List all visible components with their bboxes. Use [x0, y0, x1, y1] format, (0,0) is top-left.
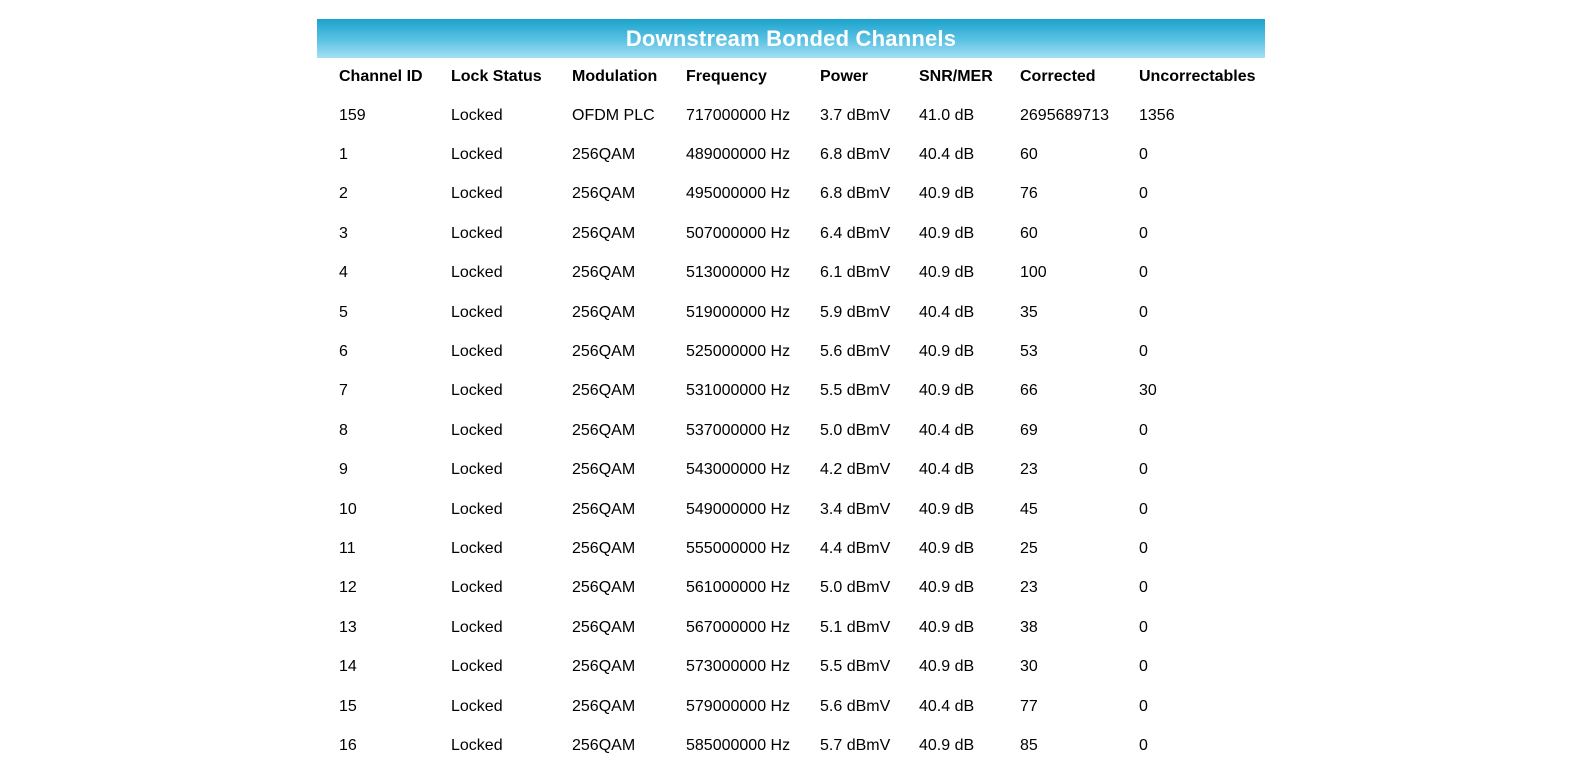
cell-snr-mer: 40.9 dB	[919, 185, 975, 203]
table-row	[317, 372, 1265, 411]
cell-frequency: 531000000 Hz	[686, 382, 791, 400]
cell-channel-id: 12	[339, 579, 357, 597]
table-row	[317, 490, 1265, 529]
cell-frequency: 555000000 Hz	[686, 539, 791, 557]
table-row	[317, 96, 1265, 135]
cell-modulation: 256QAM	[572, 303, 636, 321]
cell-lock-status: Locked	[451, 579, 503, 597]
cell-snr-mer: 40.9 dB	[919, 224, 975, 242]
cell-lock-status: Locked	[451, 461, 503, 479]
cell-frequency: 507000000 Hz	[686, 224, 791, 242]
table-row	[317, 569, 1265, 608]
cell-corrected: 53	[1020, 343, 1038, 361]
cell-frequency: 567000000 Hz	[686, 618, 791, 636]
cell-power: 5.7 dBmV	[820, 736, 891, 754]
cell-modulation: OFDM PLC	[572, 106, 655, 124]
cell-uncorrectables: 0	[1139, 264, 1148, 282]
cell-modulation: 256QAM	[572, 224, 636, 242]
cell-uncorrectables: 0	[1139, 500, 1148, 518]
cell-lock-status: Locked	[451, 303, 503, 321]
table-row	[317, 726, 1265, 765]
table-title-bar	[317, 19, 1265, 58]
table-body	[317, 96, 1265, 766]
cell-modulation: 256QAM	[572, 185, 636, 203]
cell-snr-mer: 40.4 dB	[919, 697, 975, 715]
cell-power: 5.6 dBmV	[820, 697, 891, 715]
table-row	[317, 254, 1265, 293]
cell-uncorrectables: 0	[1139, 736, 1148, 754]
cell-frequency: 585000000 Hz	[686, 736, 791, 754]
cell-lock-status: Locked	[451, 343, 503, 361]
cell-lock-status: Locked	[451, 106, 503, 124]
cell-channel-id: 7	[339, 382, 348, 400]
cell-modulation: 256QAM	[572, 421, 636, 439]
cell-corrected: 60	[1020, 146, 1038, 164]
cell-lock-status: Locked	[451, 264, 503, 282]
cell-power: 4.4 dBmV	[820, 539, 891, 557]
column-header-frequency: Frequency	[686, 68, 767, 85]
cell-corrected: 85	[1020, 736, 1038, 754]
cell-corrected: 35	[1020, 303, 1038, 321]
cell-uncorrectables: 0	[1139, 579, 1148, 597]
cell-corrected: 23	[1020, 579, 1038, 597]
cell-lock-status: Locked	[451, 658, 503, 676]
cell-uncorrectables: 0	[1139, 421, 1148, 439]
cell-power: 3.7 dBmV	[820, 106, 891, 124]
cell-channel-id: 1	[339, 146, 348, 164]
cell-snr-mer: 40.9 dB	[919, 264, 975, 282]
header-row	[317, 58, 1265, 96]
cell-modulation: 256QAM	[572, 146, 636, 164]
column-header-modulation: Modulation	[572, 68, 658, 85]
table-row	[317, 411, 1265, 450]
cell-lock-status: Locked	[451, 382, 503, 400]
cell-channel-id: 3	[339, 224, 348, 242]
cell-corrected: 69	[1020, 421, 1038, 439]
cell-channel-id: 16	[339, 736, 357, 754]
cell-modulation: 256QAM	[572, 579, 636, 597]
cell-uncorrectables: 0	[1139, 539, 1148, 557]
cell-uncorrectables: 0	[1139, 303, 1148, 321]
table-row	[317, 293, 1265, 332]
cell-lock-status: Locked	[451, 185, 503, 203]
cell-frequency: 519000000 Hz	[686, 303, 791, 321]
table-row	[317, 647, 1265, 686]
cell-modulation: 256QAM	[572, 343, 636, 361]
cell-channel-id: 159	[339, 106, 366, 124]
cell-frequency: 573000000 Hz	[686, 658, 791, 676]
table-row	[317, 451, 1265, 490]
cell-snr-mer: 40.4 dB	[919, 461, 975, 479]
cell-modulation: 256QAM	[572, 500, 636, 518]
cell-frequency: 495000000 Hz	[686, 185, 791, 203]
cell-corrected: 45	[1020, 500, 1038, 518]
cell-snr-mer: 40.4 dB	[919, 421, 975, 439]
cell-uncorrectables: 0	[1139, 658, 1148, 676]
cell-modulation: 256QAM	[572, 461, 636, 479]
cell-channel-id: 2	[339, 185, 348, 203]
cell-frequency: 537000000 Hz	[686, 421, 791, 439]
cell-power: 5.5 dBmV	[820, 382, 891, 400]
cell-power: 6.4 dBmV	[820, 224, 891, 242]
cell-channel-id: 15	[339, 697, 357, 715]
cell-uncorrectables: 0	[1139, 146, 1148, 164]
cell-channel-id: 14	[339, 658, 357, 676]
cell-corrected: 25	[1020, 539, 1038, 557]
cell-frequency: 579000000 Hz	[686, 697, 791, 715]
downstream-channels-panel	[317, 19, 1265, 766]
cell-channel-id: 11	[339, 539, 356, 557]
cell-frequency: 717000000 Hz	[686, 106, 791, 124]
cell-uncorrectables: 0	[1139, 185, 1148, 203]
cell-lock-status: Locked	[451, 697, 503, 715]
cell-modulation: 256QAM	[572, 264, 636, 282]
column-header-channel-id: Channel ID	[339, 68, 423, 85]
cell-lock-status: Locked	[451, 146, 503, 164]
cell-channel-id: 10	[339, 500, 357, 518]
cell-channel-id: 4	[339, 264, 348, 282]
column-header-corrected: Corrected	[1020, 68, 1096, 85]
cell-lock-status: Locked	[451, 500, 503, 518]
cell-modulation: 256QAM	[572, 658, 636, 676]
cell-power: 5.5 dBmV	[820, 658, 891, 676]
cell-modulation: 256QAM	[572, 539, 636, 557]
table-row	[317, 608, 1265, 647]
cell-uncorrectables: 30	[1139, 382, 1157, 400]
cell-snr-mer: 40.9 dB	[919, 579, 975, 597]
cell-snr-mer: 40.9 dB	[919, 736, 975, 754]
cell-uncorrectables: 0	[1139, 224, 1148, 242]
cell-corrected: 77	[1020, 697, 1038, 715]
table-row	[317, 687, 1265, 726]
cell-corrected: 23	[1020, 461, 1038, 479]
column-header-lock-status: Lock Status	[451, 68, 542, 85]
column-header-power: Power	[820, 68, 869, 85]
table-title: Downstream Bonded Channels	[625, 25, 957, 51]
cell-modulation: 256QAM	[572, 618, 636, 636]
cell-lock-status: Locked	[451, 618, 503, 636]
cell-corrected: 100	[1020, 264, 1047, 282]
cell-uncorrectables: 0	[1139, 461, 1148, 479]
cell-snr-mer: 40.9 dB	[919, 500, 975, 518]
table-row	[317, 529, 1265, 568]
cell-snr-mer: 40.9 dB	[919, 343, 975, 361]
cell-modulation: 256QAM	[572, 697, 636, 715]
cell-power: 6.1 dBmV	[820, 264, 891, 282]
cell-channel-id: 8	[339, 421, 348, 439]
cell-power: 3.4 dBmV	[820, 500, 891, 518]
table-row	[317, 135, 1265, 174]
cell-channel-id: 9	[339, 461, 348, 479]
cell-frequency: 489000000 Hz	[686, 146, 791, 164]
cell-snr-mer: 40.9 dB	[919, 618, 975, 636]
cell-corrected: 60	[1020, 224, 1038, 242]
column-header-uncorrectables: Uncorrectables	[1139, 68, 1256, 85]
cell-corrected: 38	[1020, 618, 1038, 636]
cell-snr-mer: 40.9 dB	[919, 382, 975, 400]
cell-frequency: 549000000 Hz	[686, 500, 791, 518]
downstream-channels-table	[317, 58, 1265, 766]
cell-corrected: 2695689713	[1020, 106, 1109, 124]
table-row	[317, 332, 1265, 371]
cell-lock-status: Locked	[451, 421, 503, 439]
cell-channel-id: 5	[339, 303, 348, 321]
cell-snr-mer: 41.0 dB	[919, 106, 975, 124]
cell-power: 5.1 dBmV	[820, 618, 891, 636]
cell-frequency: 543000000 Hz	[686, 461, 791, 479]
cell-frequency: 525000000 Hz	[686, 343, 791, 361]
cell-snr-mer: 40.9 dB	[919, 658, 975, 676]
cell-corrected: 30	[1020, 658, 1038, 676]
cell-frequency: 561000000 Hz	[686, 579, 791, 597]
cell-channel-id: 13	[339, 618, 357, 636]
cell-corrected: 66	[1020, 382, 1038, 400]
cell-lock-status: Locked	[451, 736, 503, 754]
cell-power: 6.8 dBmV	[820, 146, 891, 164]
cell-power: 5.0 dBmV	[820, 421, 891, 439]
cell-snr-mer: 40.4 dB	[919, 303, 975, 321]
cell-modulation: 256QAM	[572, 736, 636, 754]
cell-modulation: 256QAM	[572, 382, 636, 400]
cell-uncorrectables: 0	[1139, 697, 1148, 715]
cell-frequency: 513000000 Hz	[686, 264, 791, 282]
cell-power: 4.2 dBmV	[820, 461, 891, 479]
column-header-snr-mer: SNR/MER	[919, 68, 993, 85]
cell-uncorrectables: 1356	[1139, 106, 1175, 124]
cell-lock-status: Locked	[451, 539, 503, 557]
cell-snr-mer: 40.4 dB	[919, 146, 975, 164]
cell-power: 6.8 dBmV	[820, 185, 891, 203]
cell-corrected: 76	[1020, 185, 1038, 203]
table-row	[317, 214, 1265, 253]
cell-snr-mer: 40.9 dB	[919, 539, 975, 557]
cell-lock-status: Locked	[451, 224, 503, 242]
table-row	[317, 175, 1265, 214]
cell-uncorrectables: 0	[1139, 343, 1148, 361]
cell-channel-id: 6	[339, 343, 348, 361]
cell-power: 5.9 dBmV	[820, 303, 891, 321]
cell-power: 5.0 dBmV	[820, 579, 891, 597]
cell-power: 5.6 dBmV	[820, 343, 891, 361]
cell-uncorrectables: 0	[1139, 618, 1148, 636]
